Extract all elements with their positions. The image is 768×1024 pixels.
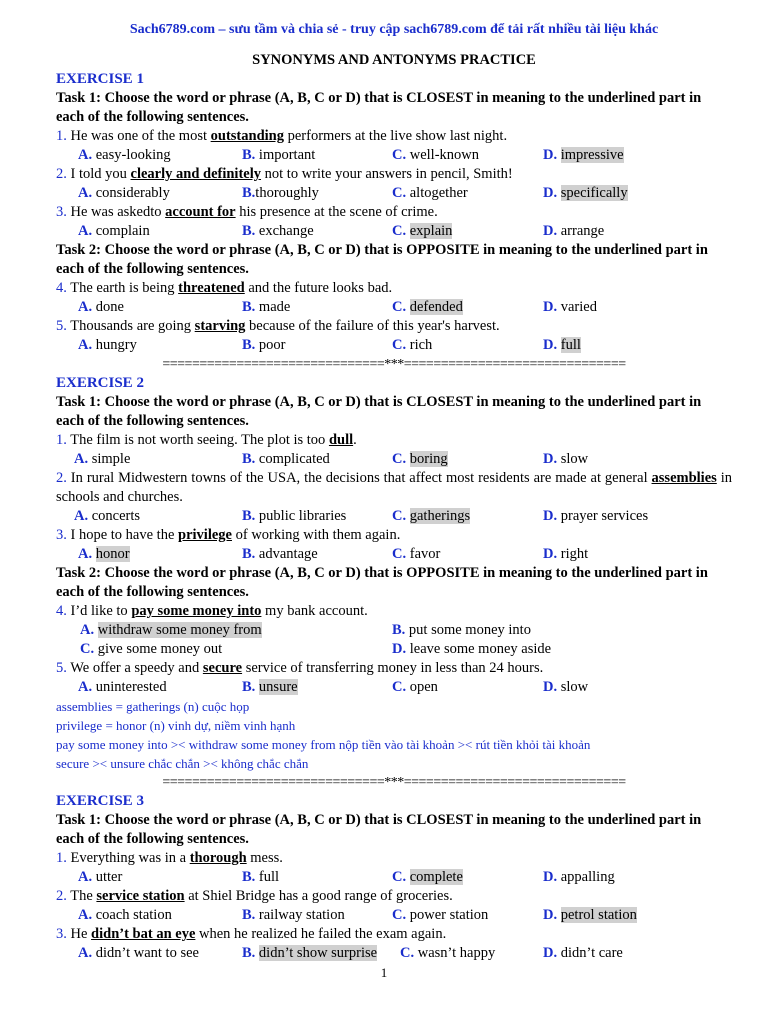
option-a[interactable]: A. complain	[78, 223, 150, 239]
question: 3. I hope to have the privilege of working with them again.	[56, 527, 401, 543]
options-row	[56, 184, 732, 203]
question: 5. Thousands are going starving because of the failure of this year's harvest.	[56, 318, 500, 334]
question: 3. He didn’t bat an eye when he realized he failed the exam again.	[56, 926, 447, 942]
option-b[interactable]: B. unsure	[242, 679, 298, 695]
option-a[interactable]: A. simple	[74, 451, 131, 467]
options-row	[56, 450, 732, 469]
option-b[interactable]: B. exchange	[242, 223, 314, 239]
option-b[interactable]: B. public libraries	[242, 508, 347, 524]
exercise-3-heading: EXERCISE 3	[56, 793, 144, 809]
option-b[interactable]: B. didn’t show surprise	[242, 945, 378, 961]
option-d[interactable]: D. didn’t care	[543, 945, 623, 961]
option-c[interactable]: C. altogether	[392, 185, 468, 201]
ex2-task1: Task 1: Choose the word or phrase (A, B, C or D) that is CLOSEST in meaning to the underlined part in each of the following sentences.	[56, 394, 702, 429]
options-row	[56, 906, 732, 925]
option-b[interactable]: B. put some money into	[392, 622, 531, 638]
ex2-task2: Task 2: Choose the word or phrase (A, B, C or D) that is OPPOSITE in meaning to the underlined part in each of the following sentences.	[56, 565, 708, 600]
vocab-note: secure >< unsure chắc chắn >< không chắc chắn	[56, 756, 309, 771]
option-a[interactable]: A. utter	[78, 869, 123, 885]
section-separator: ==============================***==============================	[162, 775, 626, 790]
option-b[interactable]: B. complicated	[242, 451, 330, 467]
ex1-task2: Task 2: Choose the word or phrase (A, B, C or D) that is OPPOSITE in meaning to the underlined part in each of the following sentences.	[56, 242, 708, 277]
option-b[interactable]: B. important	[242, 147, 316, 163]
option-a[interactable]: A. easy-looking	[78, 147, 171, 163]
option-c[interactable]: C. power station	[392, 907, 489, 923]
option-a[interactable]: A. considerably	[78, 185, 170, 201]
option-b[interactable]: B. advantage	[242, 546, 318, 562]
option-a[interactable]: A. withdraw some money from	[80, 622, 262, 638]
option-c[interactable]: C. give some money out	[80, 641, 223, 657]
question: 2. I told you clearly and definitely not to write your answers in pencil, Smith!	[56, 166, 513, 182]
option-c[interactable]: C. explain	[392, 223, 453, 239]
option-d[interactable]: D. slow	[543, 679, 589, 695]
options-row	[56, 507, 732, 526]
section-separator: ==============================***==============================	[162, 357, 626, 372]
option-b[interactable]: B. full	[242, 869, 280, 885]
option-d[interactable]: D. slow	[543, 451, 589, 467]
option-c[interactable]: C. favor	[392, 546, 441, 562]
option-a[interactable]: A. done	[78, 299, 124, 315]
page-title: SYNONYMS AND ANTONYMS PRACTICE	[252, 52, 536, 68]
option-d[interactable]: D. leave some money aside	[392, 641, 552, 657]
option-c[interactable]: C. complete	[392, 869, 463, 885]
option-c[interactable]: C. gatherings	[392, 508, 471, 524]
vocab-note: pay some money into >< withdraw some money from nộp tiền vào tài khoản >< rút tiền khỏi tài khoản	[56, 737, 591, 752]
option-c[interactable]: C. boring	[392, 451, 448, 467]
option-c[interactable]: C. rich	[392, 337, 433, 353]
option-b[interactable]: B. made	[242, 299, 291, 315]
options-row	[56, 222, 732, 241]
exercise-1-heading: EXERCISE 1	[56, 71, 144, 87]
option-c[interactable]: C. well-known	[392, 147, 479, 163]
options-row	[56, 868, 732, 887]
option-d[interactable]: D. specifically	[543, 185, 628, 201]
option-b[interactable]: B. railway station	[242, 907, 345, 923]
option-d[interactable]: D. varied	[543, 299, 597, 315]
question: 2. In rural Midwestern towns of the USA, the decisions that affect most residents are made at general assemblies in schools and churches.	[56, 470, 732, 505]
question: 3. He was askedto account for his presence at the scene of crime.	[56, 204, 438, 220]
option-a[interactable]: A. coach station	[78, 907, 172, 923]
question: 5. We offer a speedy and secure service of transferring money in less than 24 hours.	[56, 660, 544, 676]
option-c[interactable]: C. open	[392, 679, 438, 695]
options-row	[56, 146, 732, 165]
question: 4. The earth is being threatened and the future looks bad.	[56, 280, 393, 296]
site-header: Sach6789.com – sưu tầm và chia sẻ - truy cập sach6789.com để tải rất nhiều tài liệu khác	[129, 22, 659, 37]
option-c[interactable]: C. defended	[392, 299, 463, 315]
options-row	[56, 621, 732, 640]
vocab-note: privilege = honor (n) vinh dự, niềm vinh hạnh	[56, 718, 296, 733]
options-row	[56, 336, 732, 355]
option-d[interactable]: D. full	[543, 337, 581, 353]
options-row	[56, 298, 732, 317]
question: 2. The service station at Shiel Bridge has a good range of groceries.	[56, 888, 453, 904]
option-a[interactable]: A. concerts	[74, 508, 141, 524]
option-b[interactable]: B. poor	[242, 337, 286, 353]
option-d[interactable]: D. right	[543, 546, 589, 562]
question: 1. The film is not worth seeing. The plot is too dull.	[56, 432, 357, 448]
option-a[interactable]: A. uninterested	[78, 679, 167, 695]
options-row	[56, 545, 732, 564]
options-row	[56, 944, 732, 963]
option-b[interactable]: B.thoroughly	[242, 185, 319, 201]
options-row	[56, 640, 732, 659]
option-d[interactable]: D. prayer services	[543, 508, 649, 524]
option-a[interactable]: A. honor	[78, 546, 130, 562]
option-a[interactable]: A. didn’t want to see	[78, 945, 199, 961]
vocab-note: assemblies = gatherings (n) cuộc họp	[56, 699, 250, 714]
option-d[interactable]: D. impressive	[543, 147, 624, 163]
option-c[interactable]: C. wasn’t happy	[400, 945, 496, 961]
option-a[interactable]: A. hungry	[78, 337, 137, 353]
page-number: 1	[380, 965, 388, 980]
option-d[interactable]: D. arrange	[543, 223, 605, 239]
question: 1. He was one of the most outstanding performers at the live show last night.	[56, 128, 508, 144]
option-d[interactable]: D. appalling	[543, 869, 615, 885]
exercise-2-heading: EXERCISE 2	[56, 375, 144, 391]
question: 1. Everything was in a thorough mess.	[56, 850, 283, 866]
options-row	[56, 678, 732, 697]
question: 4. I’d like to pay some money into my bank account.	[56, 603, 368, 619]
ex3-task1: Task 1: Choose the word or phrase (A, B, C or D) that is CLOSEST in meaning to the underlined part in each of the following sentences.	[56, 812, 702, 847]
document-page	[56, 16, 732, 963]
option-d[interactable]: D. petrol station	[543, 907, 637, 923]
ex1-task1: Task 1: Choose the word or phrase (A, B, C or D) that is CLOSEST in meaning to the underlined part in each of the following sentences.	[56, 90, 702, 125]
